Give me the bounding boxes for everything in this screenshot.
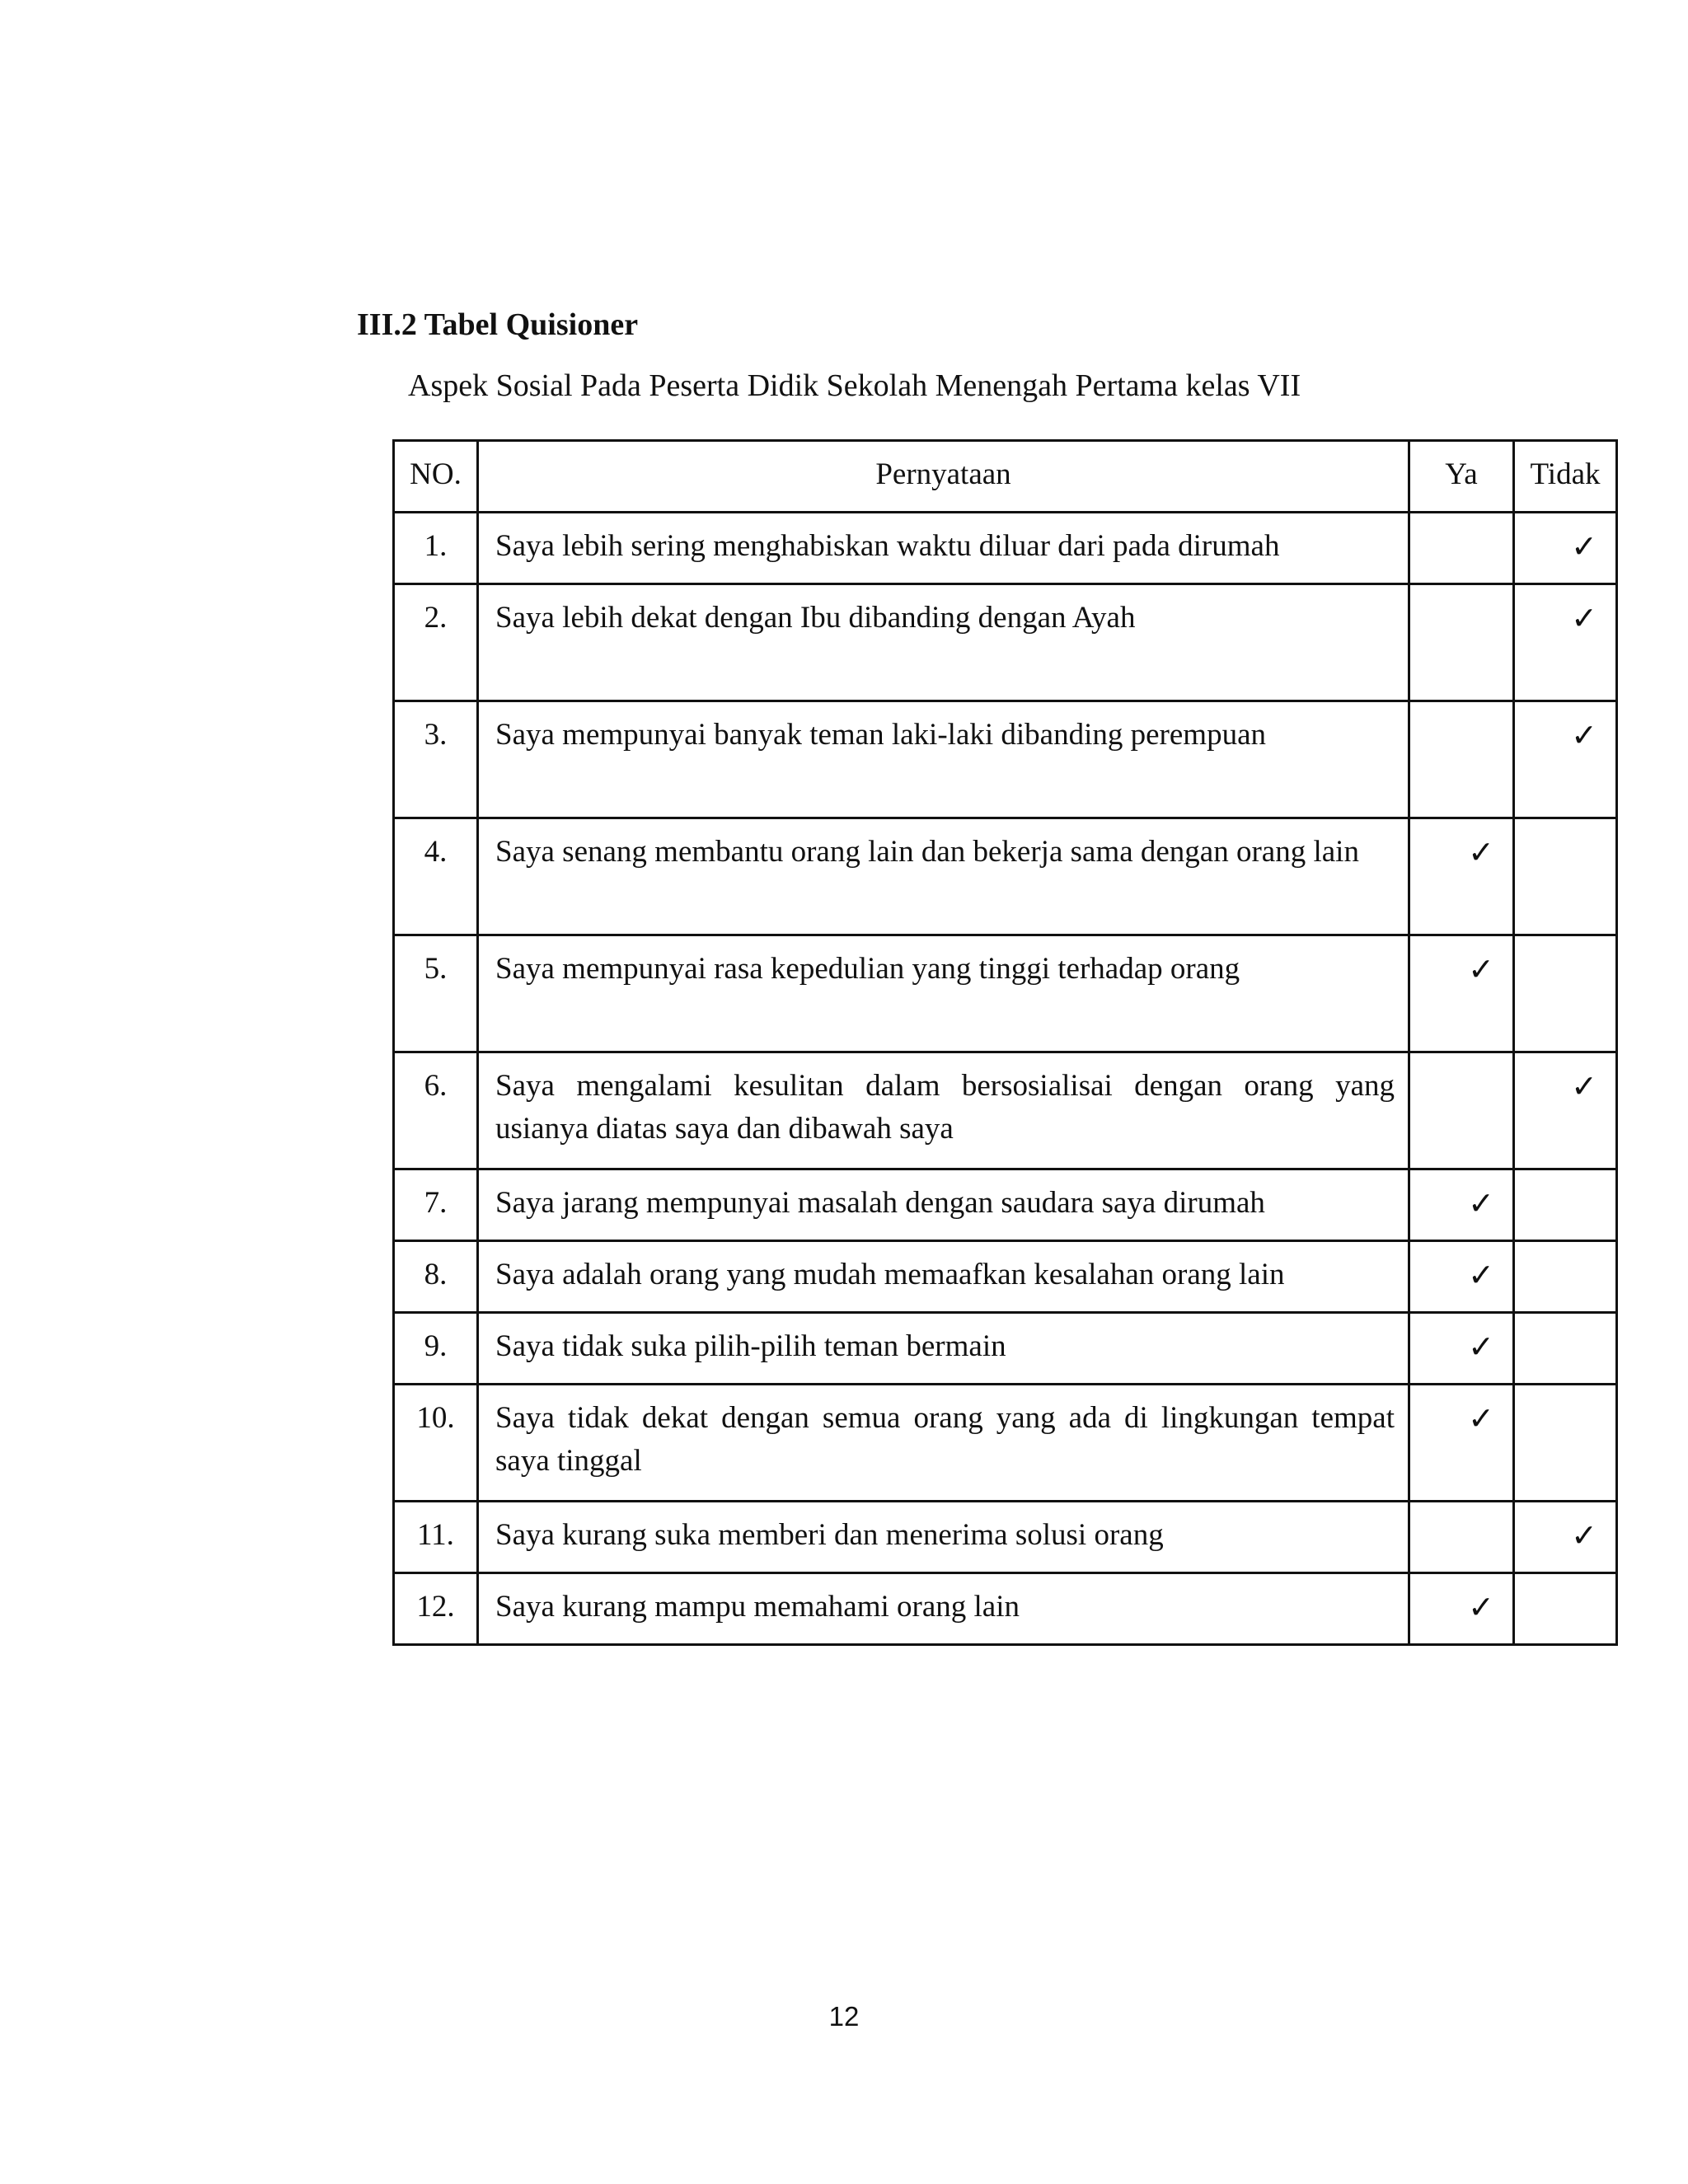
table-row bbox=[394, 513, 1617, 584]
row-number: 7. bbox=[394, 1169, 478, 1241]
page-number: 12 bbox=[828, 2001, 860, 2032]
ya-cell bbox=[1409, 701, 1514, 818]
row-statement: Saya kurang suka memberi dan menerima solusi orang bbox=[478, 1502, 1409, 1573]
tidak-cell bbox=[1514, 1169, 1617, 1241]
ya-cell bbox=[1409, 1052, 1514, 1169]
tidak-cell bbox=[1514, 1573, 1617, 1645]
row-number: 2. bbox=[394, 584, 478, 701]
check-icon bbox=[1410, 1053, 1512, 1065]
header-statement: Pernyataan bbox=[478, 441, 1409, 513]
ya-cell bbox=[1409, 1313, 1514, 1385]
table-row bbox=[394, 1502, 1617, 1573]
row-number: 12. bbox=[394, 1573, 478, 1645]
table-row bbox=[394, 935, 1617, 1052]
check-icon bbox=[1410, 585, 1512, 597]
ya-cell bbox=[1409, 1502, 1514, 1573]
tidak-cell bbox=[1514, 935, 1617, 1052]
ya-cell bbox=[1409, 1241, 1514, 1313]
ya-cell bbox=[1409, 1385, 1514, 1502]
row-statement: Saya lebih dekat dengan Ibu dibanding dengan Ayah bbox=[478, 584, 1409, 701]
tidak-cell bbox=[1514, 1502, 1617, 1573]
row-statement: Saya mempunyai banyak teman laki-laki dibanding perempuan bbox=[478, 701, 1409, 818]
table-subtitle: Aspek Sosial Pada Peserta Didik Sekolah Menengah Pertama kelas VII bbox=[408, 368, 1301, 403]
table-row bbox=[394, 1313, 1617, 1385]
row-number: 4. bbox=[394, 818, 478, 935]
row-statement: Saya jarang mempunyai masalah dengan saudara saya dirumah bbox=[478, 1169, 1409, 1241]
header-tidak: Tidak bbox=[1514, 441, 1617, 513]
ya-cell bbox=[1409, 513, 1514, 584]
table-row bbox=[394, 584, 1617, 701]
row-number: 11. bbox=[394, 1502, 478, 1573]
row-statement: Saya mengalami kesulitan dalam bersosialisai dengan orang yang usianya diatas saya dan dibawah saya bbox=[478, 1052, 1409, 1169]
table-row bbox=[394, 1385, 1617, 1502]
row-statement: Saya tidak suka pilih-pilih teman bermain bbox=[478, 1313, 1409, 1385]
check-icon: ✓ bbox=[1468, 1257, 1494, 1293]
tidak-cell bbox=[1514, 1313, 1617, 1385]
section-heading: III.2 Tabel Quisioner bbox=[357, 307, 639, 342]
table-row bbox=[394, 1169, 1617, 1241]
row-statement: Saya lebih sering menghabiskan waktu diluar dari pada dirumah bbox=[478, 513, 1409, 584]
row-number: 1. bbox=[394, 513, 478, 584]
row-number: 5. bbox=[394, 935, 478, 1052]
check-icon bbox=[1515, 819, 1615, 831]
header-ya: Ya bbox=[1409, 441, 1514, 513]
tidak-cell bbox=[1514, 513, 1617, 584]
ya-cell bbox=[1409, 584, 1514, 701]
check-icon bbox=[1515, 1170, 1615, 1182]
row-statement: Saya senang membantu orang lain dan bekerja sama dengan orang lain bbox=[478, 818, 1409, 935]
tidak-cell bbox=[1514, 1385, 1617, 1502]
tidak-cell bbox=[1514, 818, 1617, 935]
row-number: 10. bbox=[394, 1385, 478, 1502]
check-icon: ✓ bbox=[1571, 528, 1597, 565]
check-icon bbox=[1515, 1242, 1615, 1254]
check-icon bbox=[1515, 1574, 1615, 1586]
table-row bbox=[394, 1573, 1617, 1645]
table-row bbox=[394, 1241, 1617, 1313]
check-icon: ✓ bbox=[1468, 1185, 1494, 1221]
questionnaire-table bbox=[392, 439, 1618, 1646]
check-icon bbox=[1410, 702, 1512, 714]
check-icon: ✓ bbox=[1571, 717, 1597, 753]
check-icon bbox=[1515, 1314, 1615, 1325]
tidak-cell bbox=[1514, 701, 1617, 818]
check-icon: ✓ bbox=[1571, 1068, 1597, 1104]
check-icon bbox=[1410, 1502, 1512, 1514]
row-statement: Saya kurang mampu memahami orang lain bbox=[478, 1573, 1409, 1645]
check-icon: ✓ bbox=[1468, 834, 1494, 870]
ya-cell bbox=[1409, 935, 1514, 1052]
table-header-row bbox=[394, 441, 1617, 513]
tidak-cell bbox=[1514, 1241, 1617, 1313]
tidak-cell bbox=[1514, 1052, 1617, 1169]
table-row bbox=[394, 1052, 1617, 1169]
header-no: NO. bbox=[394, 441, 478, 513]
check-icon: ✓ bbox=[1571, 600, 1597, 636]
row-number: 3. bbox=[394, 701, 478, 818]
check-icon: ✓ bbox=[1468, 951, 1494, 987]
check-icon bbox=[1515, 936, 1615, 948]
row-number: 6. bbox=[394, 1052, 478, 1169]
table-row bbox=[394, 701, 1617, 818]
check-icon: ✓ bbox=[1468, 1589, 1494, 1625]
row-statement: Saya adalah orang yang mudah memaafkan kesalahan orang lain bbox=[478, 1241, 1409, 1313]
row-statement: Saya mempunyai rasa kepedulian yang tinggi terhadap orang bbox=[478, 935, 1409, 1052]
ya-cell bbox=[1409, 1573, 1514, 1645]
ya-cell bbox=[1409, 1169, 1514, 1241]
row-statement: Saya tidak dekat dengan semua orang yang ada di lingkungan tempat saya tinggal bbox=[478, 1385, 1409, 1502]
check-icon bbox=[1410, 513, 1512, 525]
check-icon: ✓ bbox=[1468, 1400, 1494, 1436]
ya-cell bbox=[1409, 818, 1514, 935]
table-row bbox=[394, 818, 1617, 935]
check-icon: ✓ bbox=[1571, 1517, 1597, 1554]
row-number: 9. bbox=[394, 1313, 478, 1385]
row-number: 8. bbox=[394, 1241, 478, 1313]
check-icon bbox=[1515, 1385, 1615, 1397]
check-icon: ✓ bbox=[1468, 1329, 1494, 1365]
tidak-cell bbox=[1514, 584, 1617, 701]
